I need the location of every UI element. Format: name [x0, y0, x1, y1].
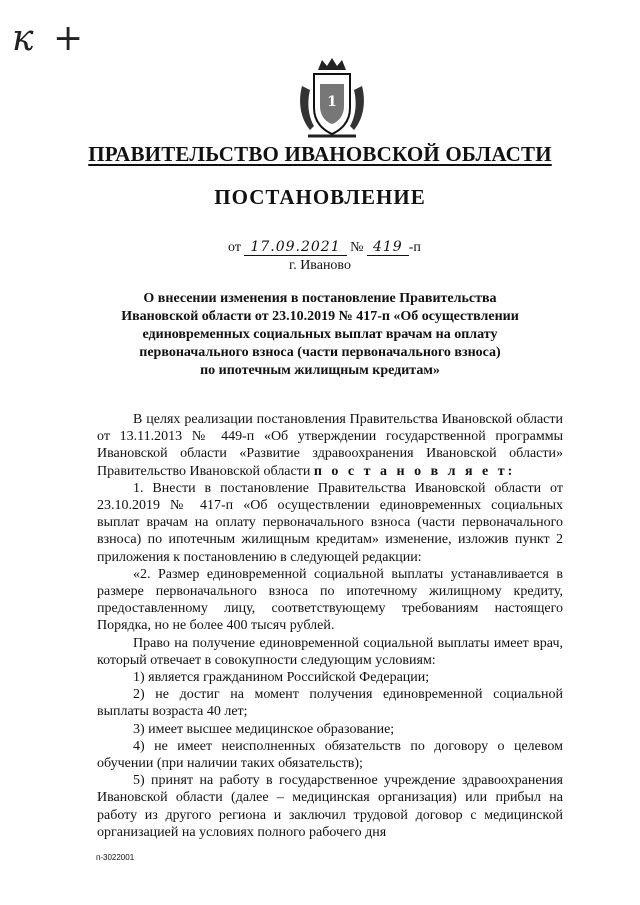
subject-line: Ивановской области от 23.10.2019 № 417-п «Об осуществлении: [121, 309, 519, 324]
document-code: п-3022001: [96, 853, 135, 862]
number-sign: №: [350, 240, 364, 255]
quote-paragraph-2: Право на получение единовременной социальной выплаты имеет врач, который отвечает в совокупности следующим условиям:: [97, 635, 563, 668]
subject-line: единовременных социальных выплат врачам на оплату: [142, 327, 498, 342]
preamble-paragraph: [97, 411, 563, 480]
subject-line: О внесении изменения в постановление Правительства: [143, 291, 497, 306]
condition-4: 4) не имеет неисполненных обязательств по договору о целевом обучении (при наличии таких обязательств);: [97, 738, 563, 772]
date-prefix: от: [228, 240, 241, 255]
condition-3: 3) имеет высшее медицинское образование;: [133, 721, 395, 737]
decree-title: ПОСТАНОВЛЕНИЕ: [214, 185, 426, 209]
preamble-text: В целях реализации постановления Правительства Ивановской области от 13.11.2013 № 449-п «Об утверждении государственной программы Ивановской области «Развитие здравоохранения Ивановской области» Правительство Ивановской области: [97, 412, 563, 479]
condition-5: 5) принят на работу в государственное учреждение здравоохранения Ивановской области (далее – медицинская организация) или прибыл на работу из другого региона и заключил трудовой договор с медицинской организацией на условиях полного рабочего дня: [97, 773, 563, 840]
condition-2: 2) не достиг на момент получения единовременной социальной выплаты возраста 40 лет;: [97, 687, 563, 720]
decree-date-number-line: [228, 239, 421, 256]
coat-of-arms-emblem: [296, 56, 368, 142]
svg-text:1: 1: [327, 94, 337, 110]
subject-line: первоначального взноса (части первоначального взноса): [139, 345, 501, 360]
city: г. Иваново: [289, 258, 351, 273]
decree-number: 419: [367, 239, 409, 256]
decree-subject: [120, 290, 520, 380]
decree-date: 17.09.2021: [244, 239, 346, 256]
postanovlyaet-word: п о с т а н о в л я е т:: [313, 463, 516, 479]
subject-line: по ипотечным жилищным кредитам»: [200, 363, 440, 378]
condition-1: 1) является гражданином Российской Федерации;: [133, 670, 430, 686]
decree-body: [97, 411, 563, 841]
government-title: ПРАВИТЕЛЬСТВО ИВАНОВСКОЙ ОБЛАСТИ: [88, 142, 552, 166]
quote-paragraph-1: «2. Размер единовременной социальной выплаты устанавливается в размере первоначального взноса по ипотечному жилищному кредиту, предоставленному лицу, соответствующему требованиям настоящего Порядка, но не более 400 тысяч рублей.: [97, 566, 563, 634]
number-suffix: -п: [408, 240, 421, 255]
handwritten-annotation: к +: [12, 18, 88, 59]
item-1-paragraph: 1. Внести в постановление Правительства Ивановской области от 23.10.2019 № 417-п «Об осуществлении единовременных социальных выплат врачам на оплату первоначального взноса (части первоначального взноса) по ипотечным жилищным кредитам» изменение, изложив пункт 2 приложения к постановлению в следующей редакции:: [97, 480, 563, 565]
